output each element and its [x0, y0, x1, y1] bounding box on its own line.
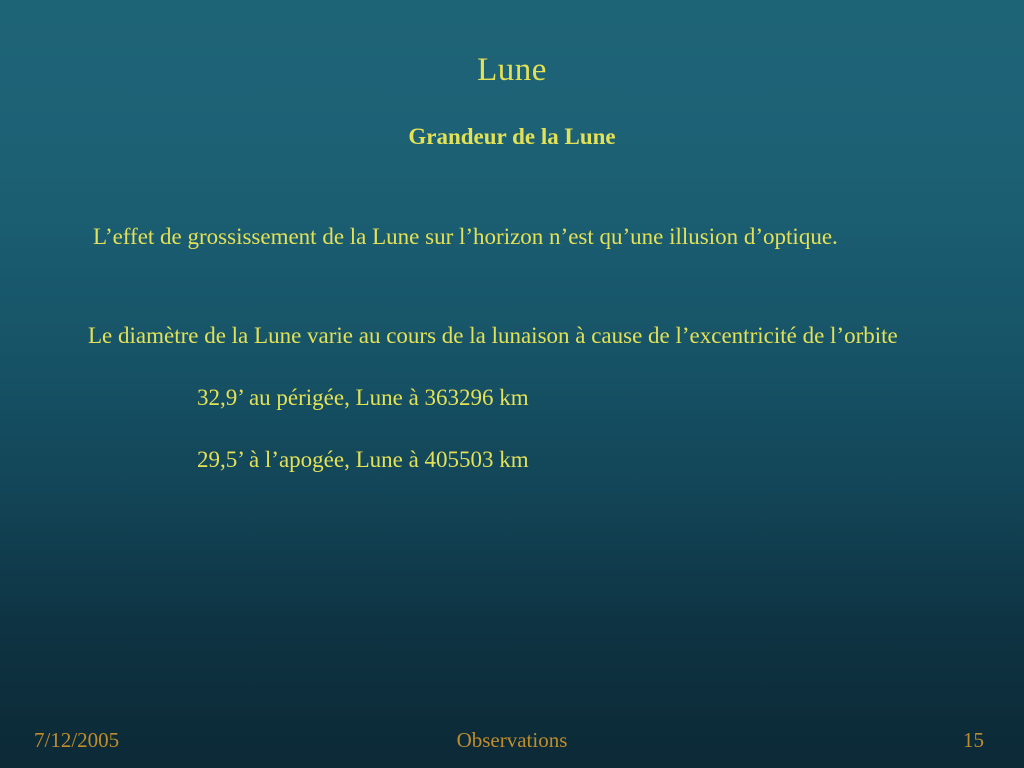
footer-page-number: 15: [963, 728, 984, 752]
body-text-diametre: Le diamètre de la Lune varie au cours de la lunaison à cause de l’excentricité de l’orbite: [88, 323, 898, 348]
body-text-illusion: L’effet de grossissement de la Lune sur l’horizon n’est qu’une illusion d’optique.: [93, 224, 838, 249]
body-text-apogee: 29,5’ à l’apogée, Lune à 405503 km: [197, 447, 529, 472]
footer-section-label: Observations: [456, 728, 568, 752]
slide-title: Lune: [477, 52, 547, 88]
body-text-perigee: 32,9’ au périgée, Lune à 363296 km: [197, 385, 529, 410]
slide-subtitle: Grandeur de la Lune: [408, 124, 616, 149]
slide-footer: [0, 728, 1024, 756]
footer-date: 7/12/2005: [34, 728, 120, 752]
